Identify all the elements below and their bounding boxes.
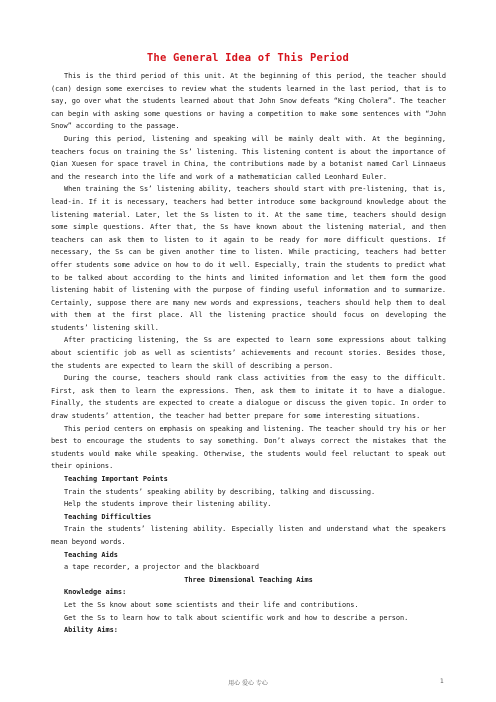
footer-motto: 用心 爱心 专心 <box>228 680 268 687</box>
paragraph-speaking-expressions: After practicing listening, the Ss are expected to learn some expressions about talking about scientific job as well as scientists’ achievements and recount stories. Besides those, the students are expected to learn the skill of describing a person. <box>51 336 446 370</box>
paragraph-period-emphasis: This period centers on emphasis on speaking and listening. The teacher should try his or her best to encourage the students to say something. Don’t always correct the mistakes that the students would make while speaking. Otherwise, the students would feel reluctant to speak out their opinions. <box>51 424 446 471</box>
paragraph-listening-content: During this period, listening and speaking will be mainly dealt with. At the beginning, teachers focus on training the Ss’ listening. This listening content is about the importance of Qian Xuesen for space travel in China, the contributions made by a botanist named Carl Linnaeus and the research into the life and work of a mathematician called Leonhard Euler. <box>51 134 446 181</box>
page-number: 1 <box>440 678 444 685</box>
heading-teaching-aids: Teaching Aids <box>64 550 118 559</box>
heading-difficulties: Teaching Difficulties <box>64 512 152 521</box>
teaching-aids-text: a tape recorder, a projector and the blackboard <box>64 563 259 572</box>
paragraph-listening-training: When training the Ss’ listening ability, teachers should start with pre-listening, that is, lead-in. If it is necessary, teachers had better introduce some background knowledge about the listening material. Later, let the Ss listen to it. At the same time, teachers should design some simple questions. After that, the Ss have known about the listening material, and then teachers can ask them to listen to it again to be ready for more difficult questions. If necessary, the Ss can be given another time to listen. While practicing, teachers had better offer students some advice on how to do it well. Especially, train the students to predict what to be talked about according to the hints and limited information and let them form the good listening habit of listening with the purpose of finding useful information and to summarize. Certainly, suppose there are many new words and expressions, teachers should help them to deal with them at the first place. All the listening practice should focus on developing the students’ listening skill. <box>51 185 446 332</box>
document-body <box>51 70 446 637</box>
knowledge-aim-item: Get the Ss to learn how to talk about scientific work and how to describe a person. <box>64 613 409 622</box>
heading-important-points: Teaching Important Points <box>64 475 168 483</box>
heading-three-dimensional-aims: Three Dimensional Teaching Aims <box>184 575 313 584</box>
heading-ability-aims: Ability Aims: <box>64 626 118 635</box>
knowledge-aim-item: Let the Ss know about some scientists and their life and contributions. <box>64 600 359 609</box>
important-point-item: Help the students improve their listening ability. <box>64 500 272 509</box>
document-title: The General Idea of This Period <box>146 52 350 64</box>
paragraph-class-activities: During the course, teachers should rank class activities from the easy to the difficult. First, ask them to learn the expressions. Then, ask them to imitate it to have a dialogue. Finally, the students are expected to create a dialogue or discuss the given topic. In order to draw students’ attention, the teacher had better prepare for some interesting situations. <box>51 374 446 421</box>
paragraph-review: This is the third period of this unit. At the beginning of this period, the teacher should (can) design some exercises to review what the students learned in the last period, that is to say, go over what the students learned about that John Snow defeats “King Cholera”. The teacher can begin with asking some questions or having a competition to make some sentences with “John Snow” according to the passage. <box>51 72 446 131</box>
difficulties-text: Train the students’ listening ability. Especially listen and understand what the speakers mean beyond words. <box>51 525 446 546</box>
heading-knowledge-aims: Knowledge aims: <box>64 588 127 597</box>
important-point-item: Train the students’ speaking ability by describing, talking and discussing. <box>64 487 376 496</box>
